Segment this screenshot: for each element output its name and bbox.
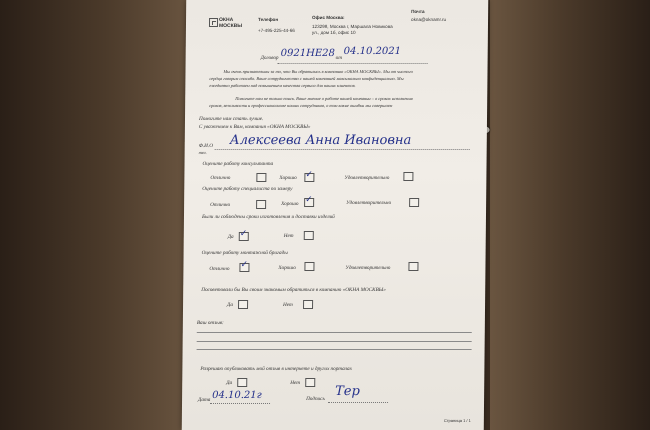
terms-yes-checkbox[interactable] — [239, 232, 249, 241]
help-us-line: Помогите нам стать лучше. — [198, 116, 264, 122]
date-label: Дата — [198, 397, 211, 403]
measurer-excellent-checkbox[interactable] — [256, 200, 266, 209]
publish-title: Разрешаю опубликовать мой отзыв в интернете и других порталах — [200, 366, 352, 372]
phone-value: +7-495-225-44-66 — [257, 28, 295, 33]
option-label: Хорошо — [278, 265, 296, 271]
table-surface-right — [490, 0, 650, 430]
review-line[interactable] — [197, 341, 472, 342]
review-label: Ваш отзыв: — [196, 320, 224, 326]
option-label: Да — [227, 234, 234, 240]
q-terms-title: Были ли соблюдены сроки изготовления и доставки изделий — [201, 214, 335, 220]
install-satisfactory-checkbox[interactable] — [408, 262, 418, 271]
intro-line: сроков, вежливости и профессионализме наших сотрудников, о том какие ошибки мы совершаем — [209, 103, 393, 108]
install-excellent-checkbox[interactable] — [239, 263, 249, 272]
consultant-good-checkbox[interactable] — [304, 173, 314, 182]
contract-label: Договор — [260, 55, 279, 61]
logo-line2: МОСКВЫ — [218, 23, 243, 29]
contract-number: 0921НЕ28 — [280, 48, 335, 59]
logo-line1: ОКНА — [219, 17, 234, 23]
fio-label: Ф.И.О — [198, 143, 214, 149]
feedback-form-sheet — [182, 0, 489, 430]
publish-yes-checkbox[interactable] — [237, 378, 247, 387]
q-measurer-title: Оцените работу специалиста по замеру — [202, 186, 293, 192]
option-label: Нет — [283, 302, 293, 308]
fio-value: Алексеева Анна Ивановна — [229, 133, 412, 148]
option-label: Нет — [290, 380, 301, 386]
signature-label: Подпись — [306, 396, 325, 402]
office-label: Офис Москва: — [312, 15, 345, 20]
office-line1: 123298, Москва г, Маршала Новикова — [311, 24, 393, 29]
q-install-title: Оцените работу монтажной бригады — [201, 250, 288, 256]
terms-no-checkbox[interactable] — [304, 231, 314, 240]
publish-no-checkbox[interactable] — [305, 378, 315, 387]
option-label: Да — [227, 302, 233, 308]
option-label: Отлично — [209, 266, 230, 272]
fio-sub: тел. — [198, 150, 207, 155]
help-us-line: С уважением к Вам, компания «ОКНА МОСКВЫ» — [198, 124, 311, 130]
recommend-yes-checkbox[interactable] — [238, 300, 248, 309]
signature: Тер — [335, 384, 360, 399]
install-good-checkbox[interactable] — [304, 262, 314, 271]
review-line[interactable] — [197, 349, 472, 350]
consultant-satisfactory-checkbox[interactable] — [403, 172, 413, 181]
intro-line: сердца говорим спасибо. Ваше сотрудничество с нашей компанией максимально конфиденциально. Мы — [209, 76, 404, 81]
intro-line: ежедневно работаем над повышением качества сервиса для наших клиентов. — [209, 83, 356, 88]
review-line[interactable] — [197, 332, 472, 333]
option-label: Да — [226, 380, 233, 386]
mail-label: Почта — [411, 9, 425, 14]
contract-from: от — [335, 55, 343, 61]
measurer-satisfactory-checkbox[interactable] — [409, 198, 419, 207]
contract-date: 04.10.2021 — [343, 46, 402, 57]
logo-icon — [209, 18, 218, 27]
office-line2: ул., дом 1б, офис 10 — [311, 30, 356, 35]
option-label: Удовлетворительно — [346, 200, 392, 206]
option-label: Отлично — [210, 175, 231, 181]
intro-line: Помогите нам не только поиск. Ваше мнение о работе нашей компании – о сроках исполнения — [235, 96, 413, 101]
recommend-no-checkbox[interactable] — [303, 300, 313, 309]
page-number: Страница 1 / 1 — [443, 418, 471, 423]
option-label: Отлично — [210, 202, 231, 208]
q-consultant-title: Оцените работу консультанта — [202, 161, 274, 167]
mail-value: okna@oknamr.ru — [411, 17, 447, 22]
phone-label: Телефон — [258, 17, 279, 22]
intro-line: Мы очень признательны за то, что Вы обратились в компанию «ОКНА МОСКВЫ». Мы от чистого — [223, 69, 413, 74]
q-recommend-title: Посоветовали бы Вы своим знакомым обратиться в компанию «ОКНА МОСКВЫ» — [201, 287, 386, 293]
measurer-good-checkbox[interactable] — [304, 198, 314, 207]
consultant-excellent-checkbox[interactable] — [256, 173, 266, 182]
date-value: 04.10.21г — [212, 390, 262, 401]
option-label: Нет — [283, 233, 294, 239]
option-label: Удовлетворительно — [344, 175, 390, 181]
table-surface-left — [0, 0, 190, 430]
option-label: Удовлетворительно — [345, 265, 391, 271]
option-label: Хорошо — [281, 201, 299, 207]
option-label: Хорошо — [279, 175, 297, 181]
